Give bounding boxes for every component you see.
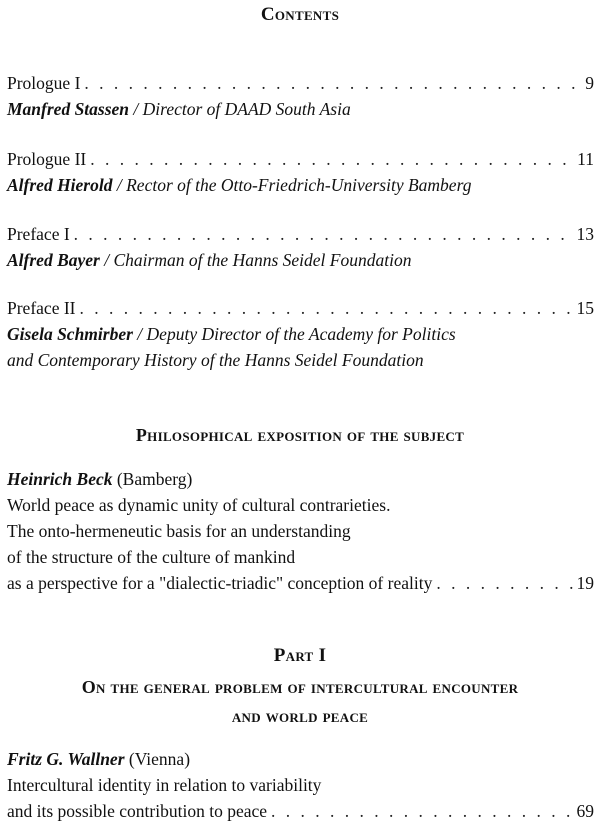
author-role: Director of DAAD South Asia bbox=[142, 99, 351, 119]
author-name: Alfred Bayer bbox=[7, 250, 100, 270]
entry-label: Preface I bbox=[7, 224, 70, 244]
toc-entry-preface-2: Preface II . . . 15 Gisela Schmirber / Deputy Director of the Academy for Politics and Contemporary History of the Hanns Seidel Foundation bbox=[7, 295, 594, 373]
part-subtitle: On the general problem of intercultural encounter bbox=[81, 677, 519, 697]
chapter-title-line: of the structure of the culture of mankind bbox=[7, 547, 296, 567]
dot-leader bbox=[436, 570, 572, 596]
dot-leader bbox=[80, 295, 573, 321]
contents-title: Contents bbox=[260, 4, 340, 25]
author-affiliation: (Vienna) bbox=[128, 749, 191, 769]
dot-leader bbox=[84, 70, 581, 96]
section-title: Philosophical exposition of the subject bbox=[135, 425, 465, 445]
toc-entry-beck bbox=[7, 466, 594, 596]
author-affiliation: (Bamberg) bbox=[116, 469, 193, 489]
chapter-title-line: as a perspective for a "dialectic-triadic" conception of reality bbox=[7, 573, 433, 593]
author-role: Chairman of the Hanns Seidel Foundation bbox=[113, 250, 412, 270]
page-number: 69 bbox=[576, 801, 594, 821]
page-number: 9 bbox=[585, 73, 594, 93]
chapter-title-line: and its possible contribution to peace bbox=[7, 801, 268, 821]
page-number: 15 bbox=[576, 298, 594, 318]
page-number: 13 bbox=[576, 224, 594, 244]
chapter-title-line: Intercultural identity in relation to variability bbox=[7, 775, 322, 795]
part-subtitle: and world peace bbox=[231, 706, 369, 726]
toc-entry-prologue-1: Prologue I . . . 9 Manfred Stassen / Director of DAAD South Asia bbox=[7, 70, 594, 122]
author-role: Rector of the Otto-Friedrich-University Bamberg bbox=[126, 175, 472, 195]
entry-label: Prologue II bbox=[7, 149, 87, 169]
dot-leader bbox=[90, 146, 573, 172]
chapter-title-line: The onto-hermeneutic basis for an understanding bbox=[7, 521, 351, 541]
entry-label: Prologue I bbox=[7, 73, 81, 93]
author-name: Gisela Schmirber bbox=[7, 324, 133, 344]
toc-entry-prologue-2: Prologue II . . . 11 Alfred Hierold / Rector of the Otto-Friedrich-University Bamberg bbox=[7, 146, 594, 198]
page-number: 19 bbox=[576, 573, 594, 593]
author-name: Fritz G. Wallner bbox=[7, 749, 125, 769]
dot-leader bbox=[271, 798, 572, 824]
page-number: 11 bbox=[577, 149, 594, 169]
author-name: Manfred Stassen bbox=[7, 99, 130, 119]
author-name: Heinrich Beck bbox=[7, 469, 113, 489]
dot-leader bbox=[74, 221, 573, 247]
toc-entry-preface-1: Preface I . . . 13 Alfred Bayer / Chairman of the Hanns Seidel Foundation bbox=[7, 221, 594, 273]
author-name: Alfred Hierold bbox=[7, 175, 113, 195]
toc-entry-wallner bbox=[7, 746, 594, 824]
author-role: Deputy Director of the Academy for Politics bbox=[146, 324, 456, 344]
entry-label: Preface II bbox=[7, 298, 76, 318]
chapter-title-line: World peace as dynamic unity of cultural contrarieties. bbox=[7, 495, 391, 515]
author-role-continued: and Contemporary History of the Hanns Seidel Foundation bbox=[7, 350, 424, 370]
part-title: Part I bbox=[273, 645, 327, 666]
